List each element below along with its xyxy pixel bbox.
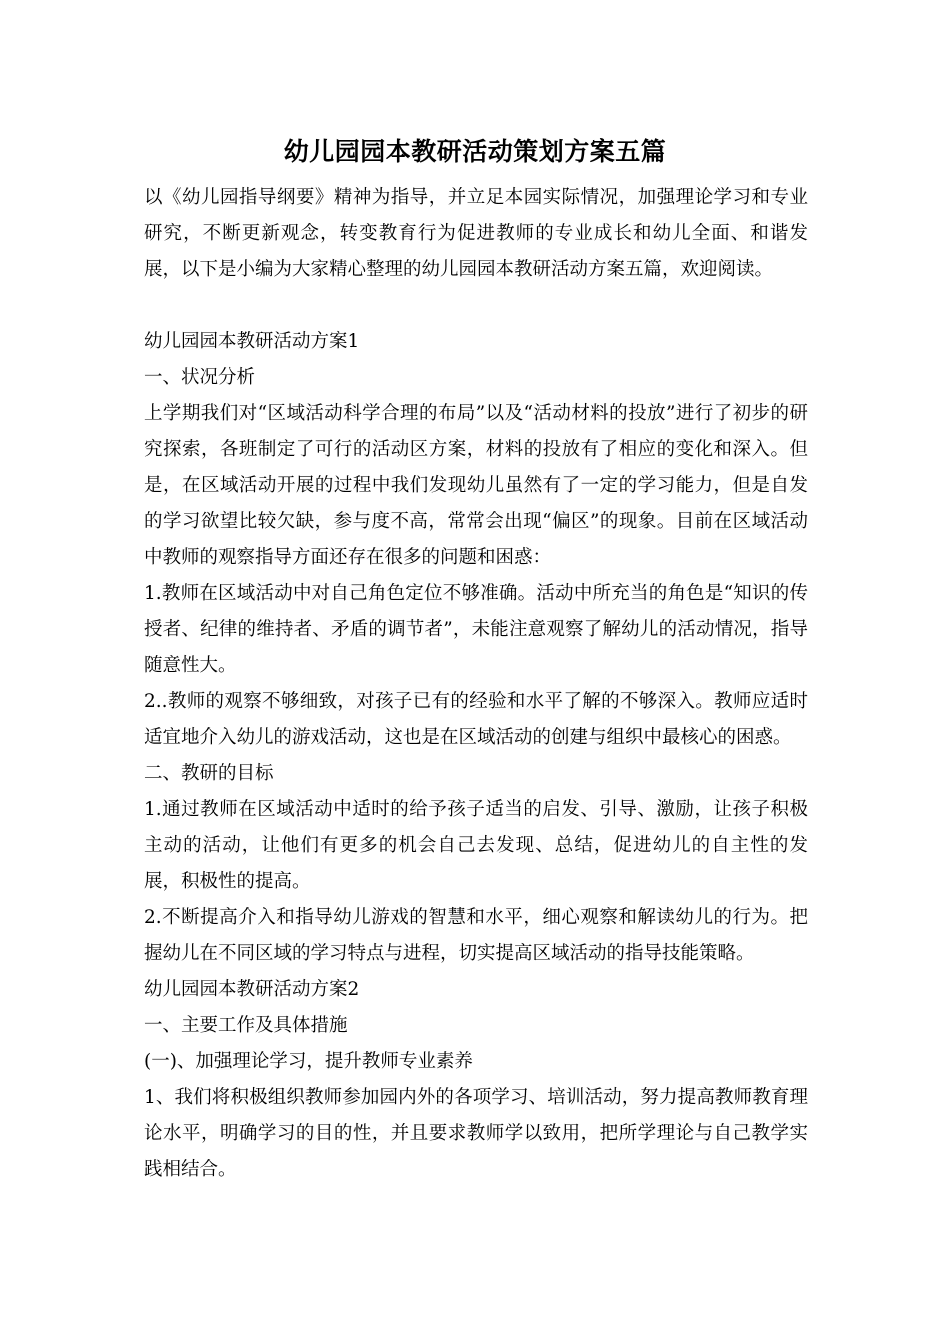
plan1-section1-text: 上学期我们对“区域活动科学合理的布局”以及“活动材料的投放”进行了初步的研究探索，各班制定了可行的活动区方案，材料的投放有了相应的变化和深入。但是，在区域活动开展的过程中我们发现幼儿虽然有了一定的学习能力，但是自发的学习欲望比较欠缺，参与度不高，常常会出现“偏区”的现象。目前在区域活动中教师的观察指导方面还存在很多的问题和困惑： — [144, 403, 808, 568]
intro-paragraph: 以《幼儿园指导纲要》精神为指导，并立足本园实际情况，加强理论学习和专业研究，不断更新观念，转变教育行为促进教师的专业成长和幼儿全面、和谐发展，以下是小编为大家精心整理的幼儿园园本教研活动方案五篇，欢迎阅读。 — [144, 187, 808, 280]
plan1-item2: 2..教师的观察不够细致，对孩子已有的经验和水平了解的不够深入。教师应适时适宜地介入幼儿的游戏活动，这也是在区域活动的创建与组织中最核心的困惑。 — [144, 691, 808, 748]
plan1-item1: 1.教师在区域活动中对自己角色定位不够准确。活动中所充当的角色是“知识的传授者、纪律的维持者、矛盾的调节者”，未能注意观察了解幼儿的活动情况，指导随意性大。 — [144, 583, 808, 676]
plan2-item1: 1、我们将积极组织教师参加园内外的各项学习、培训活动，努力提高教师教育理论水平，明确学习的目的性，并且要求教师学以致用，把所学理论与自己教学实践相结合。 — [144, 1087, 808, 1180]
plan2-heading: 幼儿园园本教研活动方案2 — [144, 979, 360, 1000]
document-title: 幼儿园园本教研活动策划方案五篇 — [283, 137, 667, 166]
plan1-goal1: 1.通过教师在区域活动中适时的给予孩子适当的启发、引导、激励，让孩子积极主动的活动，让他们有更多的机会自己去发现、总结，促进幼儿的自主性的发展，积极性的提高。 — [144, 799, 808, 892]
plan1-heading: 幼儿园园本教研活动方案1 — [144, 331, 360, 352]
plan2-sub1-heading: (一)、加强理论学习，提升教师专业素养 — [144, 1051, 473, 1072]
plan2-section1-heading: 一、主要工作及具体措施 — [144, 1015, 348, 1036]
plan1-section1-heading: 一、状况分析 — [144, 367, 256, 388]
document-body — [144, 180, 808, 1188]
paragraph-spacer — [144, 288, 808, 324]
plan1-section2-heading: 二、教研的目标 — [144, 763, 274, 784]
plan1-goal2: 2.不断提高介入和指导幼儿游戏的智慧和水平，细心观察和解读幼儿的行为。把握幼儿在不同区域的学习特点与进程，切实提高区域活动的指导技能策略。 — [144, 907, 808, 964]
